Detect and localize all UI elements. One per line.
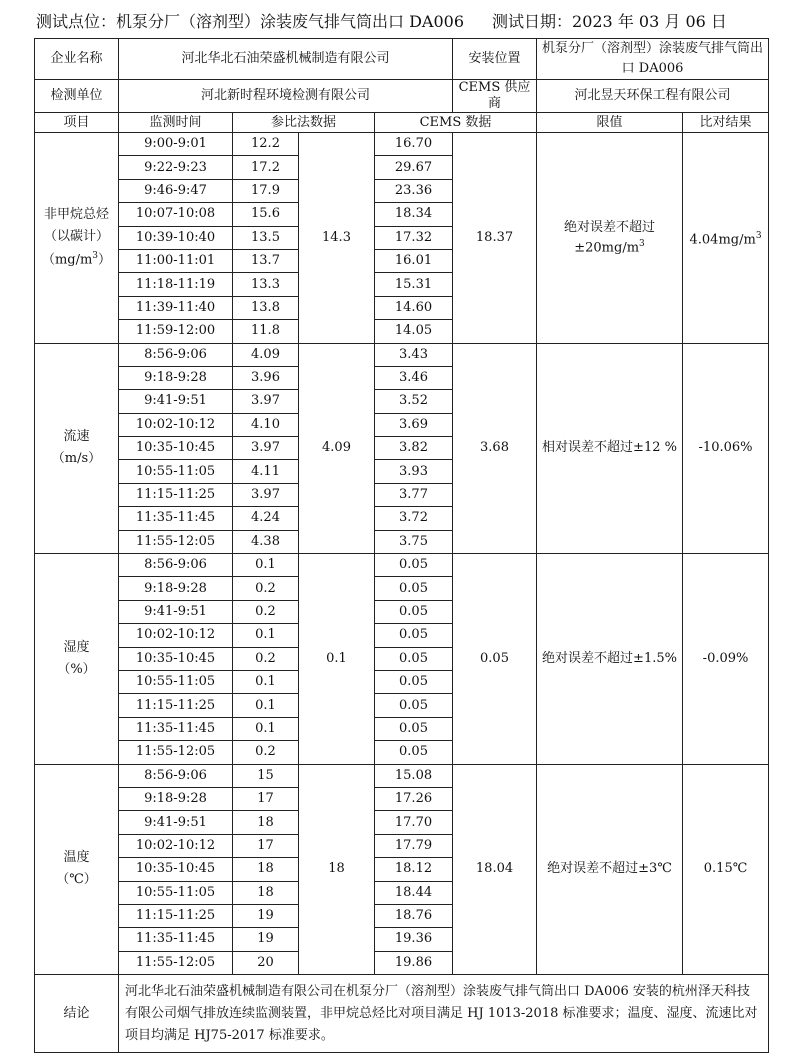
cems-value-cell: 29.67 [375,156,453,179]
time-cell: 8:56-9:06 [119,343,233,366]
column-header-cems: CEMS 数据 [375,113,537,133]
time-cell: 11:39-11:40 [119,296,233,319]
conclusion-label: 结论 [35,975,119,1053]
column-header-item: 项目 [35,113,119,133]
ref-average-cell: 0.1 [299,554,375,765]
ref-value-cell: 13.5 [233,226,299,249]
time-cell: 11:55-12:05 [119,741,233,764]
cems-supplier-value: 河北昱天环保工程有限公司 [537,80,769,113]
ref-value-cell: 13.3 [233,273,299,296]
ref-value-cell: 17 [233,834,299,857]
cems-value-cell: 14.05 [375,320,453,343]
monitor-unit-label: 检测单位 [35,80,119,113]
cems-value-cell: 3.43 [375,343,453,366]
time-cell: 9:41-9:51 [119,390,233,413]
ref-value-cell: 18 [233,811,299,834]
cems-value-cell: 18.44 [375,881,453,904]
result-cell [683,133,769,344]
time-cell: 11:15-11:25 [119,904,233,927]
cems-value-cell: 16.70 [375,133,453,156]
monitor-unit-value: 河北新时程环境检测有限公司 [119,80,453,113]
ref-value-cell: 0.2 [233,577,299,600]
info-row-company [35,39,769,80]
result-text: 0.15℃ [703,861,748,877]
ref-value-cell: 18 [233,858,299,881]
item-label [35,764,119,975]
cems-value-cell: 17.26 [375,787,453,810]
time-cell: 10:07-10:08 [119,203,233,226]
ref-value-cell: 0.2 [233,647,299,670]
time-cell: 10:39-10:40 [119,226,233,249]
ref-value-cell: 0.1 [233,554,299,577]
ref-average-cell: 14.3 [299,133,375,344]
result-text: -10.06% [698,440,753,456]
cems-value-cell: 0.05 [375,624,453,647]
cems-value-cell: 3.69 [375,413,453,436]
ref-value-cell: 15.6 [233,203,299,226]
column-header-result: 比对结果 [683,113,769,133]
result-sup: 3 [755,230,762,241]
ref-value-cell: 20 [233,951,299,974]
time-cell: 9:41-9:51 [119,811,233,834]
result-text: 4.04mg/m [689,231,756,247]
ref-value-cell: 4.11 [233,460,299,483]
cems-supplier-label: CEMS 供应商 [453,80,537,113]
time-cell: 11:35-11:45 [119,717,233,740]
cems-value-cell: 15.31 [375,273,453,296]
company-value: 河北华北石油荣盛机械制造有限公司 [119,39,453,80]
ref-value-cell: 19 [233,904,299,927]
conclusion-row [35,975,769,1053]
cems-value-cell: 0.05 [375,694,453,717]
time-cell: 11:55-12:05 [119,530,233,553]
cems-value-cell: 0.05 [375,647,453,670]
limit-text: 绝对误差不超过±1.5% [542,650,677,666]
time-cell: 9:41-9:51 [119,600,233,623]
cems-value-cell: 18.76 [375,904,453,927]
item-label [35,554,119,765]
ref-value-cell: 19 [233,928,299,951]
limit-sup: 3 [639,238,645,249]
cems-average-cell: 18.04 [453,764,537,975]
ref-value-cell: 3.97 [233,390,299,413]
cems-value-cell: 15.08 [375,764,453,787]
company-label: 企业名称 [35,39,119,80]
time-cell: 10:55-11:05 [119,460,233,483]
item-label-sup: 3 [92,251,99,262]
cems-value-cell: 3.93 [375,460,453,483]
time-cell: 11:15-11:25 [119,483,233,506]
column-header-limit: 限值 [537,113,683,133]
ref-average-cell: 4.09 [299,343,375,554]
ref-value-cell: 0.2 [233,741,299,764]
result-cell [683,343,769,554]
ref-value-cell: 13.7 [233,249,299,272]
cems-value-cell: 0.05 [375,554,453,577]
cems-value-cell: 18.12 [375,858,453,881]
item-label-text: 流速 （m/s） [51,429,102,467]
column-header-time: 监测时间 [119,113,233,133]
time-cell: 9:18-9:28 [119,366,233,389]
ref-value-cell: 17.2 [233,156,299,179]
time-cell: 11:00-11:01 [119,249,233,272]
ref-value-cell: 11.8 [233,320,299,343]
ref-value-cell: 17.9 [233,179,299,202]
time-cell: 9:46-9:47 [119,179,233,202]
cems-value-cell: 0.05 [375,741,453,764]
ref-value-cell: 4.09 [233,343,299,366]
limit-cell [537,764,683,975]
time-cell: 10:35-10:45 [119,647,233,670]
time-cell: 8:56-9:06 [119,554,233,577]
limit-cell [537,554,683,765]
ref-average-cell: 18 [299,764,375,975]
ref-value-cell: 3.97 [233,437,299,460]
time-cell: 9:22-9:23 [119,156,233,179]
cems-average-cell: 18.37 [453,133,537,344]
limit-text: 绝对误差不超过±20mg/m [564,219,656,255]
time-cell: 11:15-11:25 [119,694,233,717]
cems-value-cell: 0.05 [375,577,453,600]
cems-value-cell: 3.46 [375,366,453,389]
limit-cell [537,343,683,554]
ref-value-cell: 0.1 [233,670,299,693]
cems-value-cell: 3.75 [375,530,453,553]
item-label-text: 非甲烷总烃 （以碳计） （mg/m [41,207,109,268]
ref-value-cell: 18 [233,881,299,904]
test-location: 测试点位：机泵分厂（溶剂型）涂装废气排气筒出口 DA006 [36,12,465,31]
ref-value-cell: 12.2 [233,133,299,156]
time-cell: 8:56-9:06 [119,764,233,787]
column-header-row [35,113,769,133]
cems-value-cell: 0.05 [375,670,453,693]
table-row [35,554,769,577]
ref-value-cell: 15 [233,764,299,787]
report-header [36,10,776,34]
cems-value-cell: 3.82 [375,437,453,460]
ref-value-cell: 0.1 [233,694,299,717]
cems-value-cell: 3.77 [375,483,453,506]
ref-value-cell: 17 [233,787,299,810]
conclusion-text: 河北华北石油荣盛机械制造有限公司在机泵分厂（溶剂型）涂装废气排气筒出口 DA006 安装的杭州泽天科技有限公司烟气排放连续监测装置，非甲烷总烃比对项目满足 HJ 1013-2018 标准要求；温度、湿度、流速比对项目均满足 HJ75-2017 标准要求。 [119,975,769,1053]
cems-average-cell: 0.05 [453,554,537,765]
time-cell: 10:02-10:12 [119,624,233,647]
cems-value-cell: 17.70 [375,811,453,834]
cems-value-cell: 19.36 [375,928,453,951]
cems-value-cell: 23.36 [375,179,453,202]
cems-value-cell: 18.34 [375,203,453,226]
cems-value-cell: 3.52 [375,390,453,413]
cems-value-cell: 14.60 [375,296,453,319]
cems-value-cell: 17.79 [375,834,453,857]
table-row [35,343,769,366]
item-label-text: 湿度 （%） [57,639,96,677]
time-cell: 9:18-9:28 [119,577,233,600]
time-cell: 11:59-12:00 [119,320,233,343]
item-label-end: ） [98,252,112,268]
limit-text: 相对误差不超过±12 % [542,440,677,456]
test-date: 测试日期：2023 年 03 月 06 日 [492,12,727,31]
time-cell: 11:35-11:45 [119,507,233,530]
ref-value-cell: 4.24 [233,507,299,530]
time-cell: 9:18-9:28 [119,787,233,810]
time-cell: 9:00-9:01 [119,133,233,156]
ref-value-cell: 3.96 [233,366,299,389]
ref-value-cell: 0.1 [233,717,299,740]
comparison-table [34,38,769,1053]
info-row-monitor [35,80,769,113]
install-location-value: 机泵分厂（溶剂型）涂装废气排气筒出口 DA006 [537,39,769,80]
time-cell: 11:35-11:45 [119,928,233,951]
ref-value-cell: 0.1 [233,624,299,647]
table-row [35,764,769,787]
time-cell: 10:02-10:12 [119,413,233,436]
result-text: -0.09% [702,650,749,666]
time-cell: 10:35-10:45 [119,858,233,881]
time-cell: 10:02-10:12 [119,834,233,857]
item-label [35,133,119,344]
item-label-text: 温度 （℃） [56,850,97,888]
cems-value-cell: 3.72 [375,507,453,530]
ref-value-cell: 13.8 [233,296,299,319]
time-cell: 10:55-11:05 [119,881,233,904]
cems-value-cell: 17.32 [375,226,453,249]
cems-value-cell: 0.05 [375,600,453,623]
ref-value-cell: 0.2 [233,600,299,623]
table-row [35,133,769,156]
time-cell: 10:35-10:45 [119,437,233,460]
time-cell: 11:55-12:05 [119,951,233,974]
result-cell [683,554,769,765]
cems-value-cell: 16.01 [375,249,453,272]
ref-value-cell: 4.10 [233,413,299,436]
result-cell [683,764,769,975]
ref-value-cell: 4.38 [233,530,299,553]
install-location-label: 安装位置 [453,39,537,80]
column-header-ref: 参比法数据 [233,113,375,133]
time-cell: 10:55-11:05 [119,670,233,693]
cems-value-cell: 0.05 [375,717,453,740]
time-cell: 11:18-11:19 [119,273,233,296]
limit-text: 绝对误差不超过±3℃ [547,861,672,877]
limit-cell [537,133,683,344]
cems-value-cell: 19.86 [375,951,453,974]
item-label [35,343,119,554]
cems-average-cell: 3.68 [453,343,537,554]
ref-value-cell: 3.97 [233,483,299,506]
